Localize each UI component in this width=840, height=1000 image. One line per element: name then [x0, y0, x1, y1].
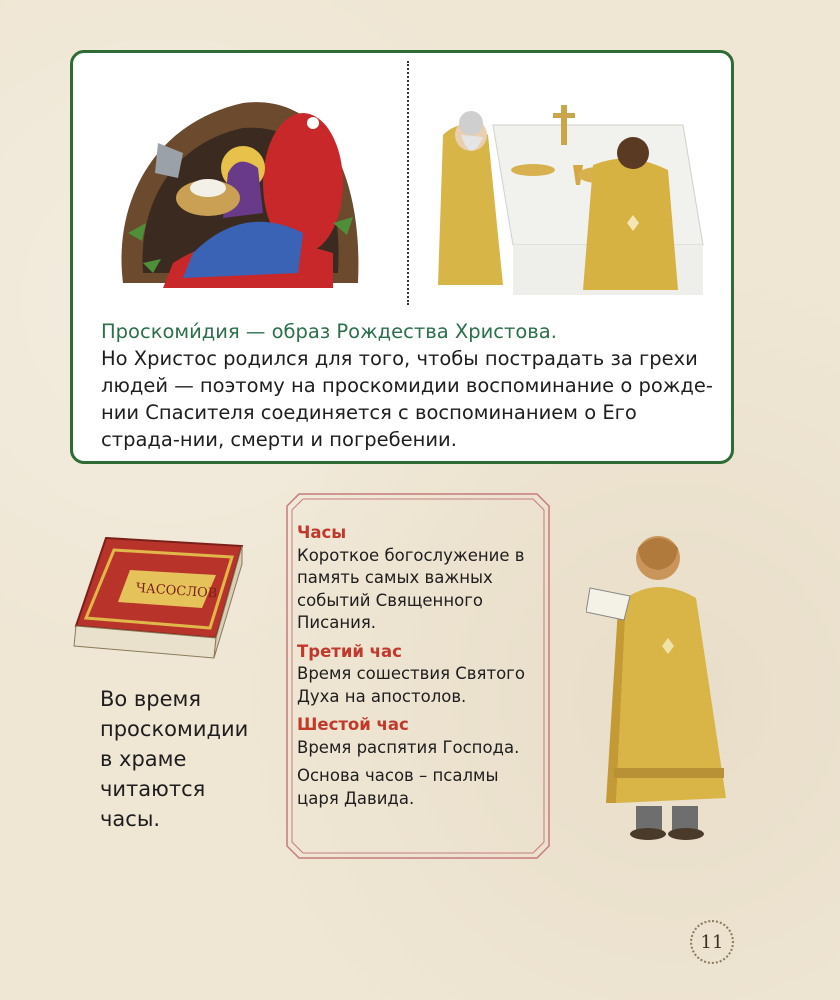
frame-body-hours: Короткое богослужение в память самых важных событий Священного Писания.: [297, 545, 525, 632]
priests-illustration: [433, 95, 713, 305]
frame-heading-hours: Часы: [297, 523, 347, 542]
frame-text: [297, 522, 537, 816]
info-frame: [285, 492, 551, 860]
frame-body-third-hour: Время сошествия Святого Духа на апостолов.: [297, 664, 525, 706]
caption-line1: Проскоми́дия — образ Рождества Христова.: [101, 320, 557, 343]
top-info-box: [70, 50, 734, 464]
book-illustration: [66, 528, 248, 668]
frame-body-sixth-hour: Время распятия Господа.: [297, 737, 520, 757]
frame-heading-third-hour: Третий час: [297, 641, 402, 661]
nativity-illustration: [113, 83, 373, 303]
reader-illustration: [586, 528, 736, 844]
dotted-divider: [407, 61, 409, 305]
caption-line2: Но Христос родился для того, чтобы пострадать за грехи людей — поэтому на проскомидии воспоминание о рожде-нии Спасителя соединяется с воспоминанием о Его страда-нии, смерти и погребении.: [101, 347, 713, 451]
left-text: Во время проскомидии в храме читаются часы.: [100, 687, 249, 831]
frame-heading-sixth-hour: Шестой час: [297, 715, 409, 734]
page-number: 11: [690, 920, 734, 964]
book-title-text: ЧАСОСЛОВ: [135, 580, 218, 602]
caption: [101, 318, 721, 453]
frame-body-psalms: Основа часов – псалмы царя Давида.: [297, 766, 499, 808]
